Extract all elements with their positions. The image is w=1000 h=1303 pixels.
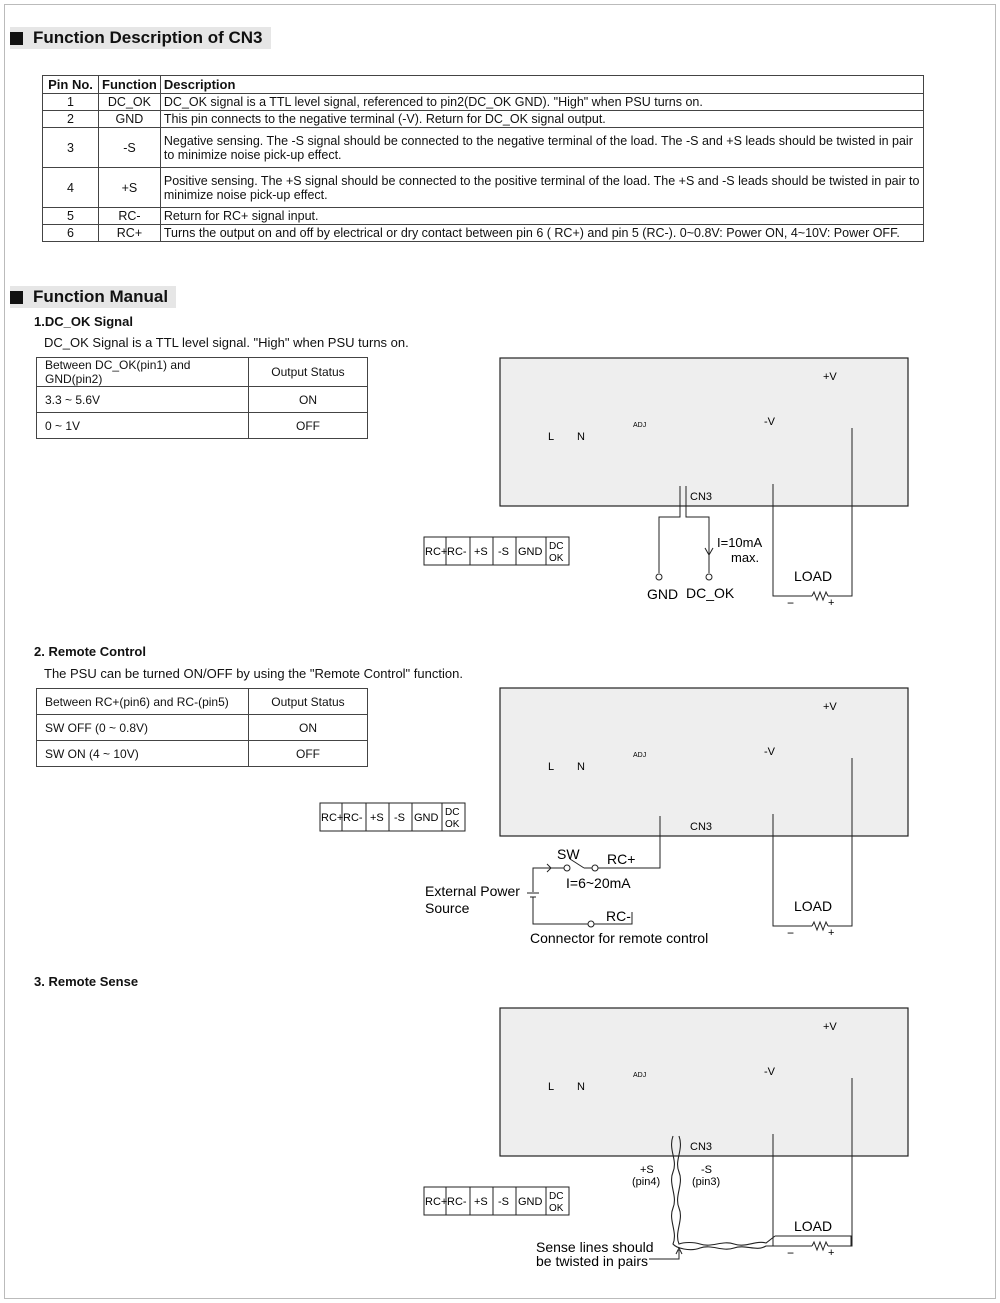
pin-gnd: GND	[518, 546, 543, 558]
n-label: N	[577, 1081, 585, 1093]
table-cell: Between RC+(pin6) and RC-(pin5)	[37, 689, 249, 715]
function-cell: GND	[99, 111, 161, 128]
ext-power-label: External Power	[425, 883, 520, 899]
load-label: LOAD	[794, 568, 833, 584]
connector-label: Connector for remote control	[530, 930, 709, 946]
vminus-label: -V	[764, 746, 775, 758]
dcok-text: DC_OK Signal is a TTL level signal. "High" when PSU turns on.	[44, 335, 409, 350]
pin-cell: 2	[43, 111, 99, 128]
table-cell: Output Status	[249, 689, 368, 715]
load-plus-label: +	[828, 927, 835, 939]
description-cell: DC_OK signal is a TTL level signal, referenced to pin2(DC_OK GND). "High" when PSU turns on.	[160, 94, 923, 111]
dcok-out-label: DC_OK	[686, 585, 735, 601]
table-cell: Output Status	[249, 358, 368, 387]
gnd-out-label: GND	[647, 586, 679, 602]
dcok-heading: 1.DC_OK Signal	[34, 314, 133, 329]
sw-label: SW	[557, 846, 580, 862]
description-cell: Return for RC+ signal input.	[160, 208, 923, 225]
pin-rcplus: RC+	[425, 546, 448, 558]
pin-gnd: GND	[518, 1196, 543, 1208]
sense-heading: 3. Remote Sense	[34, 974, 139, 989]
pin-splus: +S	[474, 546, 488, 558]
section-title: Function Description of CN3	[33, 28, 263, 47]
adj-label: ADJ	[633, 1072, 647, 1079]
adj-label: ADJ	[633, 422, 647, 429]
cn3-label: CN3	[690, 1141, 713, 1153]
table-cell: ON	[249, 715, 368, 741]
l-label: L	[548, 431, 555, 443]
load-minus-label: −	[787, 1246, 795, 1260]
vminus-label: -V	[764, 1066, 775, 1078]
function-cell: +S	[99, 168, 161, 208]
function-cell: RC+	[99, 225, 161, 242]
twist-note-1: Sense lines should	[536, 1239, 654, 1255]
table-cell: SW OFF (0 ~ 0.8V)	[37, 715, 249, 741]
pin-splus: +S	[474, 1196, 488, 1208]
sminus-label: -S	[701, 1164, 712, 1176]
load-plus-label: +	[828, 1247, 835, 1259]
load-label: LOAD	[794, 898, 833, 914]
description-cell: Turns the output on and off by electrical or dry contact between pin 6 ( RC+) and pin 5 (RC-). 0~0.8V: Power ON, 4~10V: Power OFF.	[160, 225, 923, 242]
cn3-label: CN3	[690, 821, 713, 833]
table-cell: OFF	[249, 741, 368, 767]
table-cell: 3.3 ~ 5.6V	[37, 387, 249, 413]
l-label: L	[548, 761, 555, 773]
pin-rcplus: RC+	[321, 812, 344, 824]
pin-rcminus: RC-	[447, 1196, 467, 1208]
description-cell: Negative sensing. The -S signal should be connected to the negative terminal of the load. The -S and +S leads should be twisted in pair to minimize noise pick-up effect.	[160, 128, 923, 168]
rcminus-label: RC-	[606, 908, 631, 924]
psu-panel	[500, 1008, 908, 1156]
cn3-label: CN3	[690, 491, 713, 503]
load-label: LOAD	[794, 1218, 833, 1234]
adj-label: ADJ	[633, 752, 647, 759]
pin-rcminus: RC-	[447, 546, 467, 558]
ext-source-label: Source	[425, 900, 470, 916]
current-label: I=6~20mA	[566, 875, 631, 891]
splus-label: +S	[640, 1164, 654, 1176]
header-pin: Pin No.	[43, 76, 99, 94]
table-cell: Between DC_OK(pin1) and GND(pin2)	[37, 358, 249, 387]
n-label: N	[577, 761, 585, 773]
description-cell: This pin connects to the negative terminal (-V). Return for DC_OK signal output.	[160, 111, 923, 128]
pin-ok: OK	[549, 553, 564, 564]
function-cell: DC_OK	[99, 94, 161, 111]
pin-sminus: -S	[498, 1196, 509, 1208]
vplus-label: +V	[823, 1021, 837, 1033]
pin-dc: DC	[549, 1191, 564, 1202]
table-cell: OFF	[249, 413, 368, 439]
twist-note-2: be twisted in pairs	[536, 1253, 649, 1269]
pin-dc: DC	[549, 541, 564, 552]
load-plus-label: +	[828, 597, 835, 609]
vplus-label: +V	[823, 371, 837, 383]
sminus-pin-label: (pin3)	[692, 1176, 721, 1188]
load-minus-label: −	[787, 596, 795, 610]
pin-dc: DC	[445, 807, 460, 818]
pin-ok: OK	[445, 819, 460, 830]
current-label: I=10mA	[717, 535, 763, 550]
rcplus-label: RC+	[607, 851, 636, 867]
remote-text: The PSU can be turned ON/OFF by using the "Remote Control" function.	[44, 666, 463, 681]
header-function: Function	[99, 76, 161, 94]
table-cell: ON	[249, 387, 368, 413]
pin-cell: 4	[43, 168, 99, 208]
cn3-pinout	[424, 1187, 569, 1215]
function-cell: RC-	[99, 208, 161, 225]
pin-rcminus: RC-	[343, 812, 363, 824]
pin-cell: 5	[43, 208, 99, 225]
section-title: Function Manual	[33, 287, 169, 306]
pin-gnd: GND	[414, 812, 439, 824]
pin-sminus: -S	[498, 546, 509, 558]
l-label: L	[548, 1081, 555, 1093]
vminus-label: -V	[764, 416, 775, 428]
pin-rcplus: RC+	[425, 1196, 448, 1208]
pin-splus: +S	[370, 812, 384, 824]
pin-sminus: -S	[394, 812, 405, 824]
load-minus-label: −	[787, 926, 795, 940]
vplus-label: +V	[823, 701, 837, 713]
n-label: N	[577, 431, 585, 443]
description-cell: Positive sensing. The +S signal should be connected to the positive terminal of the load. The +S and -S leads should be twisted in pair to minimize noise pick-up effect.	[160, 168, 923, 208]
pin-ok: OK	[549, 1203, 564, 1214]
max-label: max.	[731, 550, 760, 565]
remote-heading: 2. Remote Control	[34, 644, 146, 659]
pin-cell: 3	[43, 128, 99, 168]
header-description: Description	[160, 76, 923, 94]
pin-cell: 6	[43, 225, 99, 242]
pin-cell: 1	[43, 94, 99, 111]
splus-pin-label: (pin4)	[632, 1176, 661, 1188]
function-cell: -S	[99, 128, 161, 168]
table-cell: 0 ~ 1V	[37, 413, 249, 439]
table-cell: SW ON (4 ~ 10V)	[37, 741, 249, 767]
